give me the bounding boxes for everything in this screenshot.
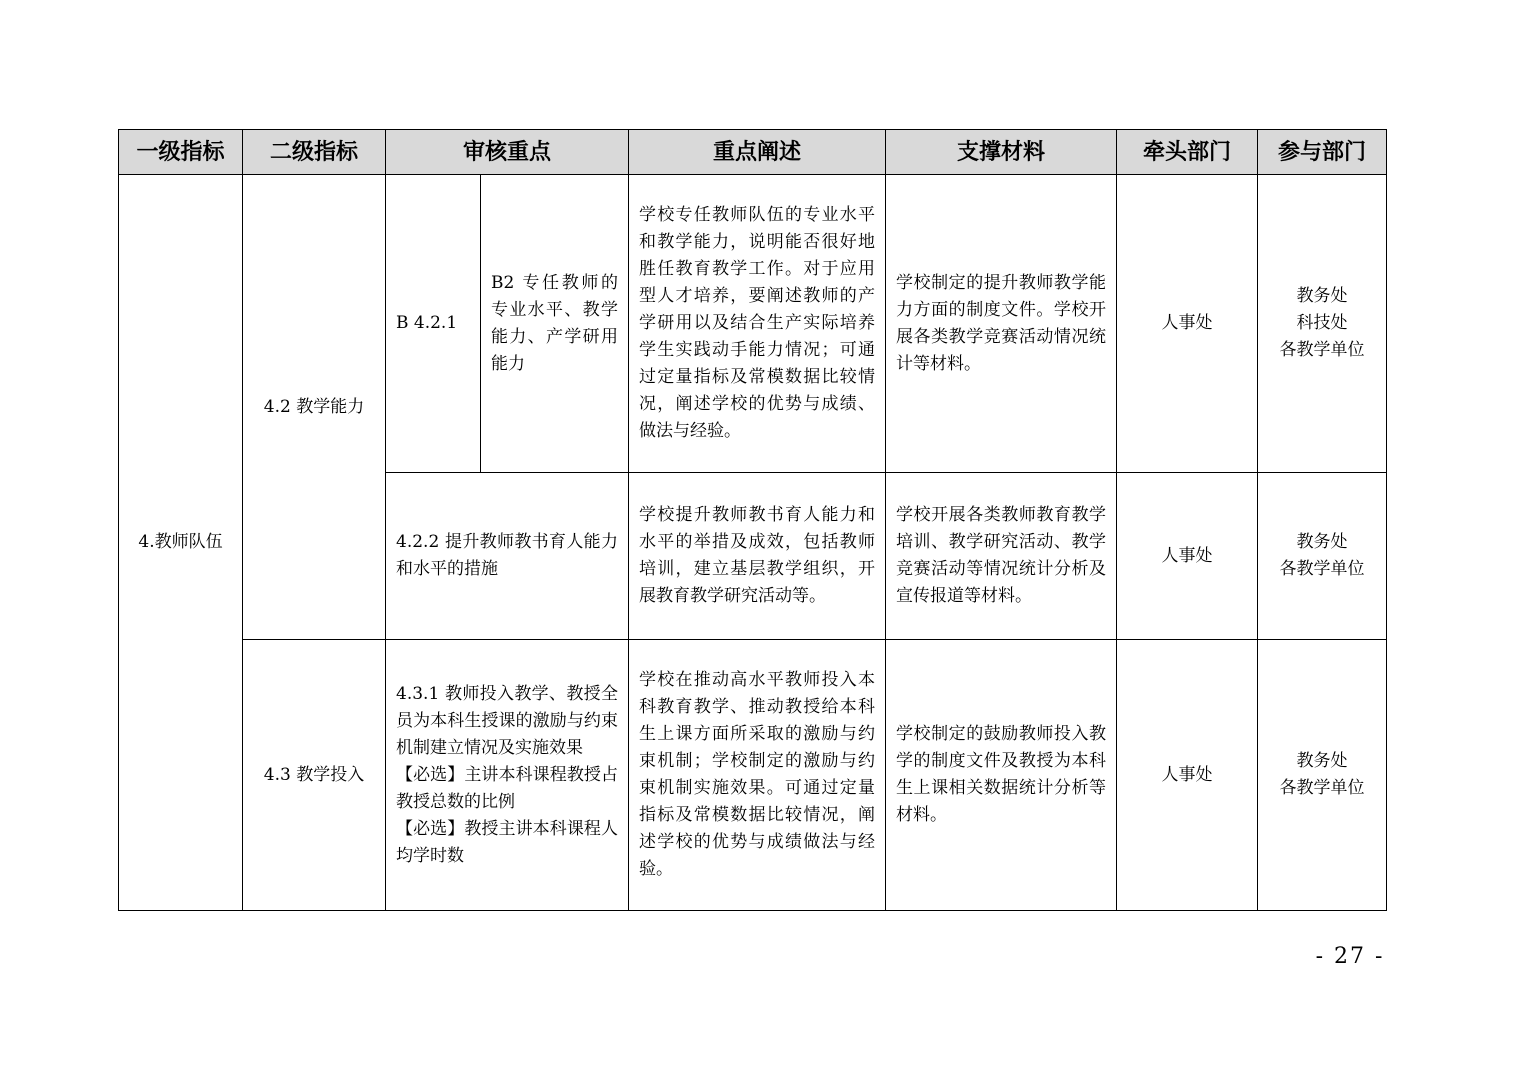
lead-dept-cell: 人事处	[1117, 473, 1258, 640]
header-elaboration: 重点阐述	[629, 130, 886, 175]
header-review-focus: 审核重点	[386, 130, 629, 175]
code-cell: B 4.2.1	[386, 175, 481, 473]
participant-dept-cell: 教务处 各教学单位	[1258, 473, 1387, 640]
table-row	[119, 640, 1387, 911]
page-number: - 27 -	[1315, 944, 1385, 969]
header-level1: 一级指标	[119, 130, 243, 175]
header-level2: 二级指标	[243, 130, 386, 175]
indicator-table	[118, 129, 1387, 911]
elaboration-cell: 学校专任教师队伍的专业水平和教学能力，说明能否很好地胜任教育教学工作。对于应用型人才培养，要阐述教师的产学研用以及结合生产实际培养学生实践动手能力情况；可通过定量指标及常模数据比较情况，阐述学校的优势与成绩、做法与经验。	[629, 175, 886, 473]
lead-dept-cell: 人事处	[1117, 175, 1258, 473]
materials-cell: 学校制定的提升教师教学能力方面的制度文件。学校开展各类教学竞赛活动情况统计等材料。	[886, 175, 1117, 473]
header-participant-dept: 参与部门	[1258, 130, 1387, 175]
elaboration-cell: 学校在推动高水平教师投入本科教育教学、推动教授给本科生上课方面所采取的激励与约束机制；学校制定的激励与约束机制实施效果。可通过定量指标及常模数据比较情况，阐述学校的优势与成绩做法与经验。	[629, 640, 886, 911]
header-materials: 支撑材料	[886, 130, 1117, 175]
level2-cell: 4.2 教学能力	[243, 175, 386, 640]
table-header-row	[119, 130, 1387, 175]
focus-cell: 4.2.2 提升教师教书育人能力和水平的措施	[386, 473, 629, 640]
materials-cell: 学校制定的鼓励教师投入教学的制度文件及教授为本科生上课相关数据统计分析等材料。	[886, 640, 1117, 911]
elaboration-cell: 学校提升教师教书育人能力和水平的举措及成效，包括教师培训，建立基层教学组织，开展教育教学研究活动等。	[629, 473, 886, 640]
level1-cell: 4.教师队伍	[119, 175, 243, 911]
focus-cell: 4.3.1 教师投入教学、教授全员为本科生授课的激励与约束机制建立情况及实施效果 【必选】主讲本科课程教授占教授总数的比例 【必选】教授主讲本科课程人均学时数	[386, 640, 629, 911]
header-lead-dept: 牵头部门	[1117, 130, 1258, 175]
focus-cell: B2 专任教师的专业水平、教学能力、产学研用能力	[481, 175, 629, 473]
lead-dept-cell: 人事处	[1117, 640, 1258, 911]
participant-dept-cell: 教务处 各教学单位	[1258, 640, 1387, 911]
table-row	[119, 175, 1387, 473]
participant-dept-cell: 教务处 科技处 各教学单位	[1258, 175, 1387, 473]
materials-cell: 学校开展各类教师教育教学培训、教学研究活动、教学竞赛活动等情况统计分析及宣传报道等材料。	[886, 473, 1117, 640]
level2-cell: 4.3 教学投入	[243, 640, 386, 911]
